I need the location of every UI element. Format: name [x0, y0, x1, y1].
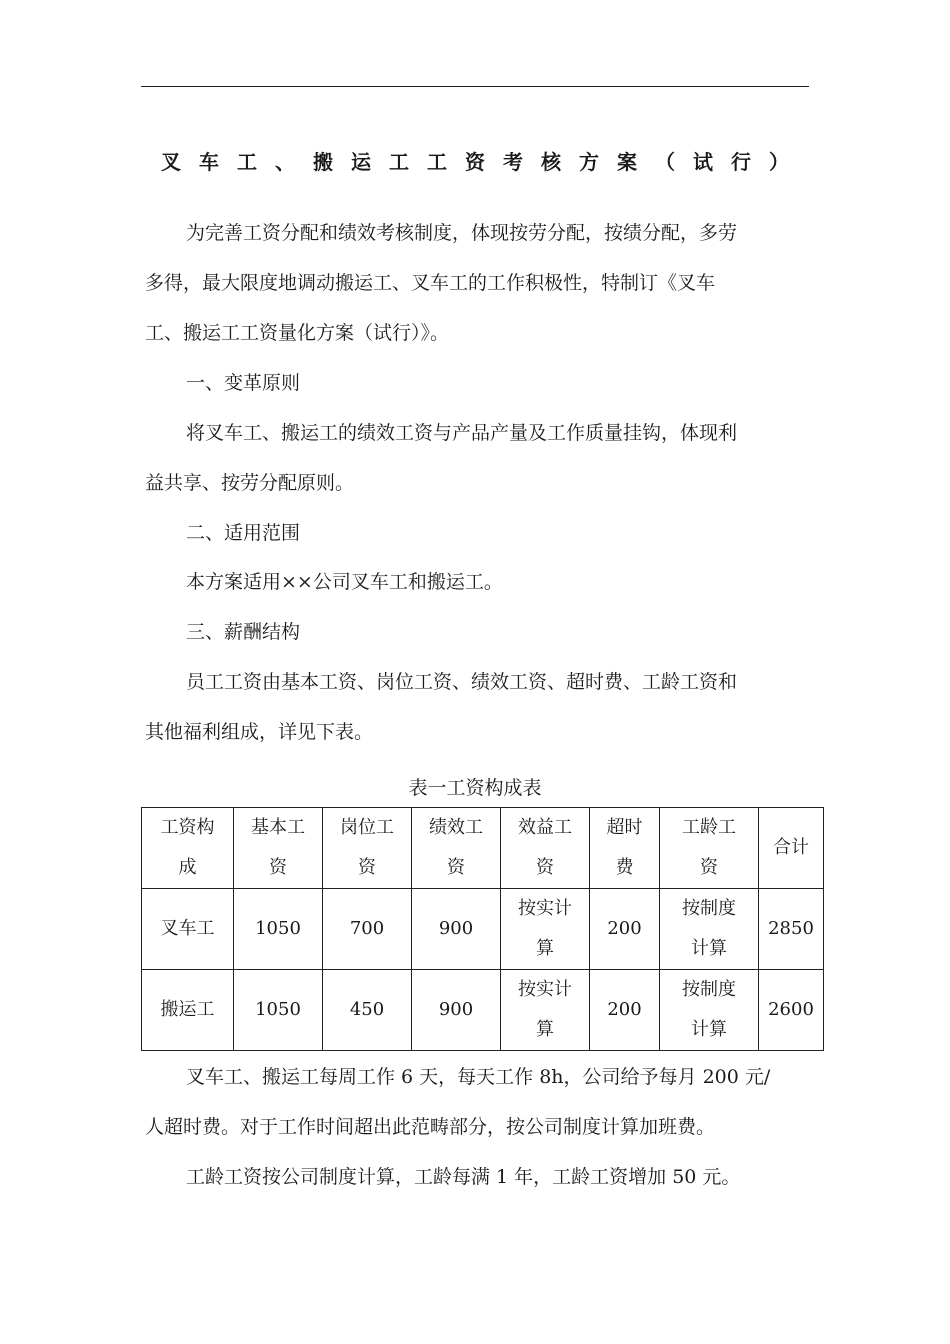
title-char: 工 — [427, 150, 447, 174]
table-cell: 2600 — [759, 970, 824, 1051]
section-heading-principle: 一、变革原则 — [186, 372, 301, 394]
title-char: 工 — [389, 150, 409, 174]
header-cell: 工龄工 资 — [660, 808, 759, 889]
title-char: 、 — [275, 150, 295, 174]
table-cell: 2850 — [759, 889, 824, 970]
title-char: 行 — [731, 150, 751, 174]
title-char: 车 — [199, 150, 219, 174]
paragraph-intro-line: 多得，最大限度地调动搬运工、叉车工的工作积极性，特制订《叉车 — [145, 272, 716, 294]
header-cell: 岗位工 资 — [323, 808, 412, 889]
header-cell: 基本工 资 — [234, 808, 323, 889]
header-cell: 效益工 资 — [501, 808, 590, 889]
paragraph-principle-line: 益共享、按劳分配原则。 — [145, 472, 355, 494]
table-caption: 表一工资构成表 — [408, 777, 542, 799]
table-cell: 叉车工 — [142, 889, 234, 970]
table-cell: 按制度 计算 — [660, 889, 759, 970]
paragraph-intro-line: 工、搬运工工资量化方案（试行）》。 — [145, 322, 450, 344]
table-cell: 1050 — [234, 889, 323, 970]
title-char: 案 — [617, 150, 637, 174]
title-char: 工 — [237, 150, 257, 174]
table-cell: 1050 — [234, 970, 323, 1051]
title-char: （ — [655, 150, 675, 174]
paragraph-overtime-line: 叉车工、搬运工每周工作 6 天，每天工作 8h，公司给予每月 200 元/ — [186, 1066, 771, 1088]
title-char: 运 — [351, 150, 371, 174]
title-char: 核 — [541, 150, 561, 174]
table-cell: 按制度 计算 — [660, 970, 759, 1051]
table-row — [142, 889, 824, 970]
paragraph-overtime-line: 人超时费。对于工作时间超出此范畴部分，按公司制度计算加班费。 — [145, 1116, 716, 1138]
paragraph-seniority-line: 工龄工资按公司制度计算，工龄每满 1 年，工龄工资增加 50 元。 — [186, 1166, 741, 1188]
table-cell: 按实计 算 — [501, 889, 590, 970]
title-char: 方 — [579, 150, 599, 174]
table-cell: 900 — [412, 889, 501, 970]
title-char: 考 — [503, 150, 523, 174]
paragraph-intro-line: 为完善工资分配和绩效考核制度，体现按劳分配，按绩分配，多劳 — [186, 222, 738, 244]
document-title — [141, 146, 809, 175]
paragraph-scope-line: 本方案适用××公司叉车工和搬运工。 — [186, 571, 503, 593]
wage-structure-table — [141, 807, 824, 1051]
table-cell: 700 — [323, 889, 412, 970]
table-cell: 200 — [590, 889, 660, 970]
title-char: 试 — [693, 150, 713, 174]
table-cell: 450 — [323, 970, 412, 1051]
header-cell: 合计 — [759, 808, 824, 889]
table-cell: 按实计 算 — [501, 970, 590, 1051]
section-heading-scope: 二、适用范围 — [186, 522, 301, 544]
header-cell: 工资构 成 — [142, 808, 234, 889]
title-char: ） — [769, 150, 789, 174]
table-cell: 200 — [590, 970, 660, 1051]
title-char: 资 — [465, 150, 485, 174]
title-char: 搬 — [313, 150, 333, 174]
table-row — [142, 970, 824, 1051]
header-rule — [141, 86, 809, 87]
table-header-row — [142, 808, 824, 889]
header-cell: 绩效工 资 — [412, 808, 501, 889]
paragraph-structure-line: 员工工资由基本工资、岗位工资、绩效工资、超时费、工龄工资和 — [186, 671, 738, 693]
paragraph-principle-line: 将叉车工、搬运工的绩效工资与产品产量及工作质量挂钩，体现利 — [186, 422, 738, 444]
table-cell: 搬运工 — [142, 970, 234, 1051]
header-cell: 超时 费 — [590, 808, 660, 889]
section-heading-structure: 三、薪酬结构 — [186, 621, 301, 643]
paragraph-structure-line: 其他福利组成，详见下表。 — [145, 721, 374, 743]
title-char: 叉 — [161, 150, 181, 174]
table-cell: 900 — [412, 970, 501, 1051]
